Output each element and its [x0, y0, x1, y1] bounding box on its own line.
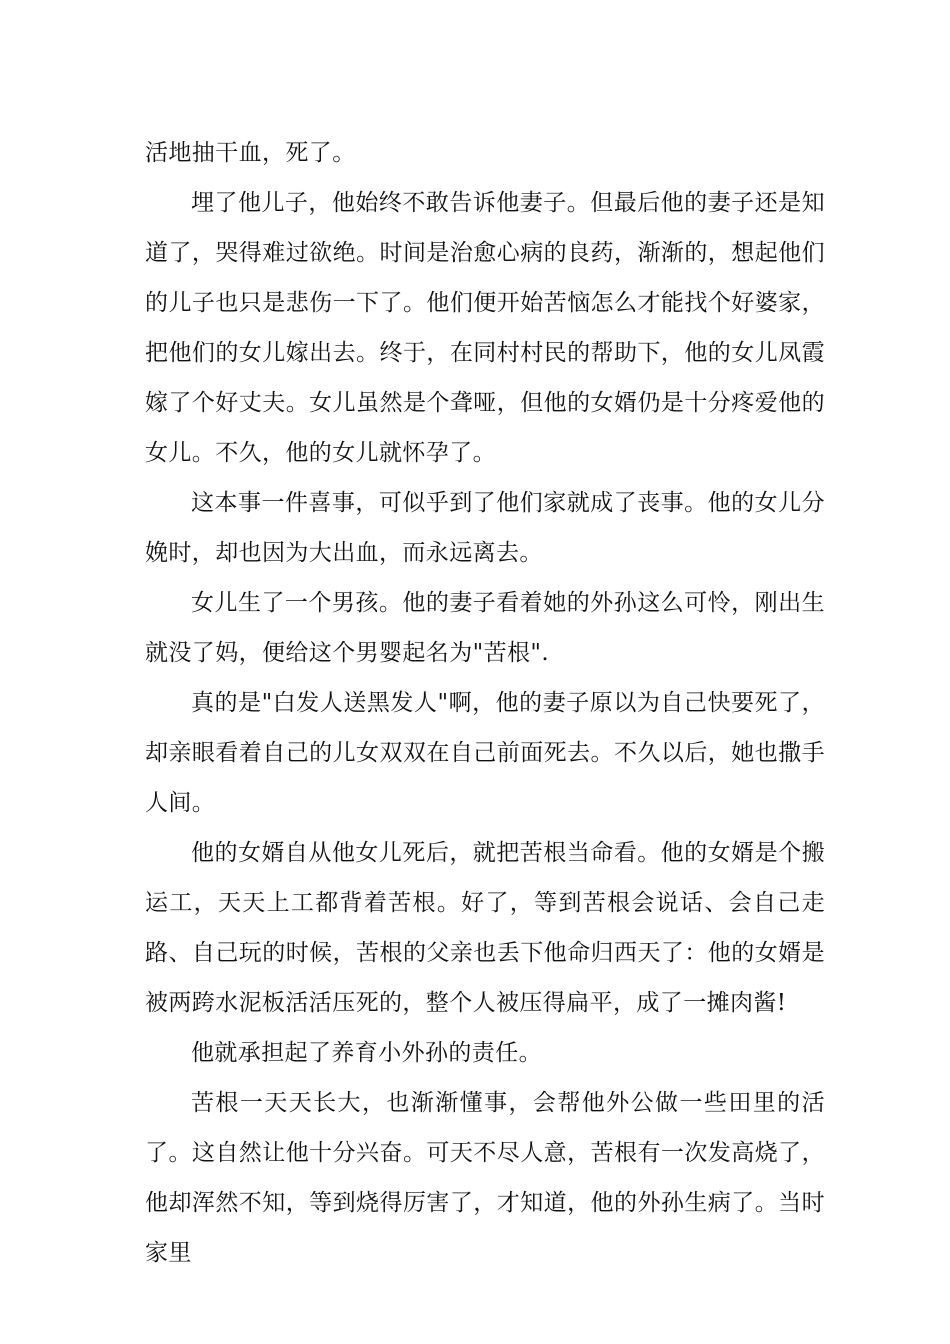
paragraph-2: 埋了他儿子，他始终不敢告诉他妻子。但最后他的妻子还是知道了，哭得难过欲绝。时间是治愈心病的良药，渐渐的，想起他们的儿子也只是悲伤一下了。他们便开始苦恼怎么才能找个好婆家，把他们的女儿嫁出去。终于，在同村村民的帮助下，他的女儿凤霞嫁了个好丈夫。女儿虽然是个聋哑，但他的女婿仍是十分疼爱他的女儿。不久，他的女儿就怀孕了。	[145, 190, 825, 466]
paragraph-8: 苦根一天天长大，也渐渐懂事，会帮他外公做一些田里的活了。这自然让他十分兴奋。可天不尽人意，苦根有一次发高烧了，他却浑然不知，等到烧得厉害了，才知道，他的外孙生病了。当时家里	[145, 1090, 825, 1266]
paragraph-1: 活地抽干血，死了。	[145, 140, 356, 166]
paragraph-5: 真的是"白发人送黑发人"啊，他的妻子原以为自己快要死了，却亲眼看着自己的儿女双双在自己前面死去。不久以后，她也撒手人间。	[145, 690, 825, 816]
paragraph-7: 他就承担起了养育小外孙的责任。	[191, 1040, 542, 1066]
paragraph-4: 女儿生了一个男孩。他的妻子看着她的外孙这么可怜，刚出生就没了妈，便给这个男婴起名为"苦根".	[145, 590, 825, 666]
paragraph-6: 他的女婿自从他女儿死后，就把苦根当命看。他的女婿是个搬运工，天天上工都背着苦根。好了，等到苦根会说话、会自己走路、自己玩的时候，苦根的父亲也丢下他命归西天了：他的女婿是被两跨水泥板活活压死的，整个人被压得扁平，成了一摊肉酱!	[145, 840, 825, 1016]
paragraph-3: 这本事一件喜事，可似乎到了他们家就成了丧事。他的女儿分娩时，却也因为大出血，而永远离去。	[145, 490, 825, 566]
document-body	[145, 128, 825, 1278]
